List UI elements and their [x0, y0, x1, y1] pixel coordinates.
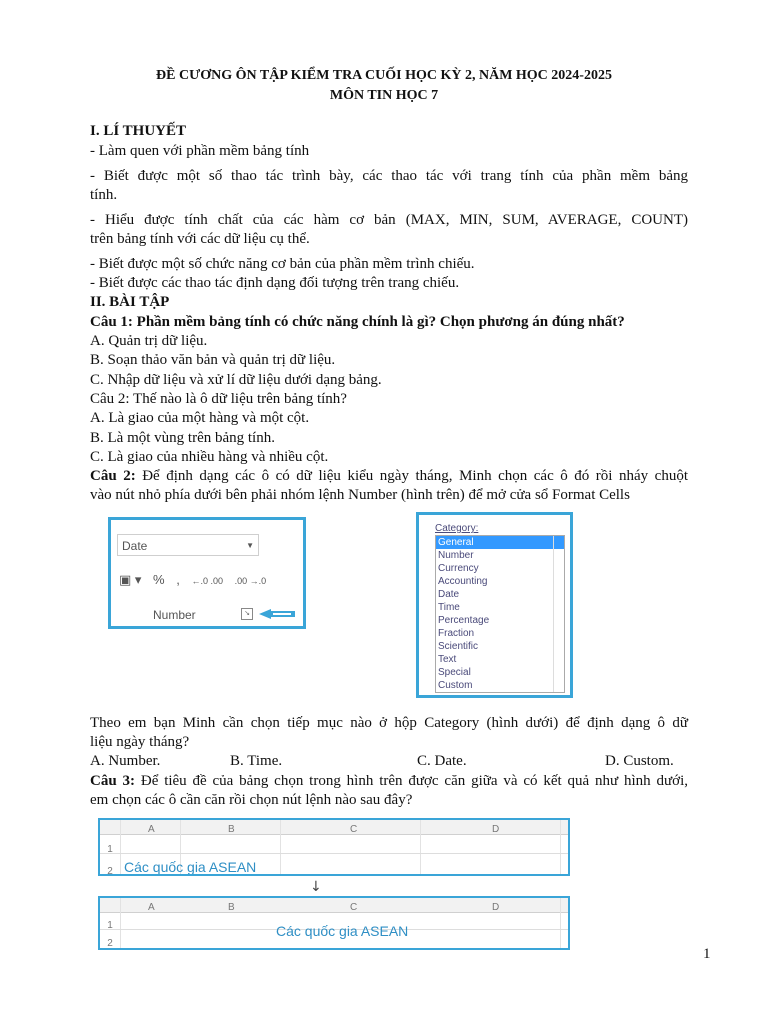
sheet-title-cell[interactable]: Các quốc gia ASEAN	[124, 859, 257, 875]
category-item[interactable]: General	[436, 536, 564, 549]
category-item[interactable]: Currency	[438, 563, 479, 574]
category-box-figure	[416, 512, 573, 698]
question-2-line-2: vào nút nhỏ phía dưới bên phải nhóm lệnh Number (hình trên) để mở cửa sổ Format Cells	[90, 487, 630, 503]
category-item[interactable]: Scientific	[438, 641, 479, 652]
pointer-arrow-icon	[259, 609, 295, 619]
number-group-label: Number	[153, 608, 196, 622]
chevron-down-icon: ▼	[246, 541, 254, 550]
theory-bullet-2-line-2: tính.	[90, 187, 118, 203]
theory-bullet-5: - Biết được các thao tác định dạng đối tượng trên trang chiếu.	[90, 275, 460, 291]
question-1-option-c: C. Nhập dữ liệu và xử lí dữ liệu dưới dạng bảng.	[90, 372, 382, 388]
question-3-text: Để tiêu đề của bảng chọn trong hình trên được căn giữa và có kết quả như hình dưới,	[135, 773, 688, 789]
row-header: 1	[107, 920, 113, 931]
column-header: A	[148, 902, 155, 913]
question-cell-definition: Câu 2: Thế nào là ô dữ liệu trên bảng tính?	[90, 391, 347, 407]
column-header: D	[492, 824, 500, 835]
percent-style-icon[interactable]: %	[153, 572, 165, 587]
number-group-figure	[108, 517, 306, 629]
category-item[interactable]: Percentage	[438, 615, 490, 626]
section-heading-exercises: II. BÀI TẬP	[90, 294, 170, 310]
question-3-label: Câu 3:	[90, 773, 136, 789]
accounting-format-icon[interactable]: ▣ ▾	[119, 572, 142, 587]
column-header: A	[148, 824, 155, 835]
category-item[interactable]: Date	[438, 589, 460, 600]
page-number: 1	[703, 946, 711, 962]
spreadsheet-before	[98, 818, 570, 876]
column-header: B	[228, 902, 235, 913]
section-heading-theory: I. LÍ THUYẾT	[90, 123, 187, 139]
question-2-option-a: A. Number.	[90, 753, 161, 769]
question-2-line-1	[90, 467, 688, 486]
theory-bullet-1: - Làm quen với phần mềm bảng tính	[90, 143, 310, 159]
question-3-line-1	[90, 772, 688, 791]
question-3-line-2: em chọn các ô cần căn rồi chọn nút lệnh nào sau đây?	[90, 792, 413, 808]
question-1-option-b: B. Soạn thảo văn bản và quản trị dữ liệu.	[90, 352, 336, 368]
document-title: ĐỀ CƯƠNG ÔN TẬP KIỂM TRA CUỐI HỌC KỲ 2, NĂM HỌC 2024-2025	[156, 68, 612, 83]
row-header: 2	[107, 866, 113, 876]
theory-bullet-2-line-1: - Biết được một số thao tác trình bày, các thao tác với trang tính của phần mềm bảng	[90, 168, 688, 184]
sheet-title-cell-centered[interactable]: Các quốc gia ASEAN	[276, 923, 409, 939]
question-2-follow-line-2: liệu ngày tháng?	[90, 734, 190, 750]
question-1-option-a: A. Quản trị dữ liệu.	[90, 333, 208, 349]
column-header-row	[100, 820, 568, 835]
theory-bullet-4: - Biết được một số chức năng cơ bản của phần mềm trình chiếu.	[90, 256, 475, 272]
number-format-combo[interactable]	[117, 534, 259, 556]
dialog-launcher-icon[interactable]: ↘	[241, 608, 253, 620]
category-item[interactable]: Special	[438, 667, 471, 678]
question-2-option-b: B. Time.	[230, 753, 283, 769]
theory-bullet-3-line-1: - Hiểu được tính chất của các hàm cơ bản (MAX, MIN, SUM, AVERAGE, COUNT)	[90, 212, 688, 228]
number-tools-row	[119, 570, 274, 591]
category-item[interactable]: Time	[438, 602, 460, 613]
question-cell-option-b: B. Là một vùng trên bảng tính.	[90, 430, 275, 446]
question-1: Câu 1: Phần mềm bảng tính có chức năng chính là gì? Chọn phương án đúng nhất?	[90, 314, 625, 330]
question-2-follow-line-1: Theo em bạn Minh cần chọn tiếp mục nào ở hộp Category (hình dưới) để định dạng ô dữ	[90, 715, 688, 731]
increase-decimal-icon[interactable]: ←.0 .00	[191, 576, 224, 586]
category-list[interactable]	[435, 535, 565, 693]
category-item[interactable]: Fraction	[438, 628, 475, 639]
question-cell-option-c: C. Là giao của nhiều hàng và nhiều cột.	[90, 449, 329, 465]
question-2-option-c: C. Date.	[417, 753, 467, 769]
decrease-decimal-icon[interactable]: .00 →.0	[234, 576, 267, 586]
category-item[interactable]: Accounting	[438, 576, 488, 587]
document-subtitle: MÔN TIN HỌC 7	[329, 88, 439, 103]
column-header-row	[100, 898, 568, 913]
question-2-label: Câu 2:	[90, 468, 136, 484]
column-header: B	[228, 824, 235, 835]
category-scrollbar[interactable]	[553, 536, 564, 692]
row-header: 2	[107, 938, 113, 949]
comma-style-icon[interactable]: ,	[176, 572, 180, 587]
theory-bullet-3-line-2: trên bảng tính với các dữ liệu cụ thể.	[90, 231, 310, 247]
question-cell-option-a: A. Là giao của một hàng và một cột.	[90, 410, 310, 426]
question-2-option-d: D. Custom.	[605, 753, 674, 769]
column-header: C	[350, 902, 358, 913]
category-item[interactable]: Custom	[438, 680, 473, 691]
category-label: Category:	[435, 523, 479, 534]
column-header: D	[492, 902, 500, 913]
spreadsheet-after	[98, 896, 570, 950]
category-item[interactable]: Number	[438, 550, 474, 561]
down-arrow-icon: ↓	[310, 879, 322, 895]
column-header: C	[350, 824, 358, 835]
row-header: 1	[107, 844, 113, 855]
number-format-value: Date	[122, 539, 148, 553]
category-item[interactable]: Text	[438, 654, 457, 665]
question-2-text: Để định dạng các ô có dữ liệu kiểu ngày tháng, Minh chọn các ô đó rồi nháy chuột	[135, 468, 688, 484]
